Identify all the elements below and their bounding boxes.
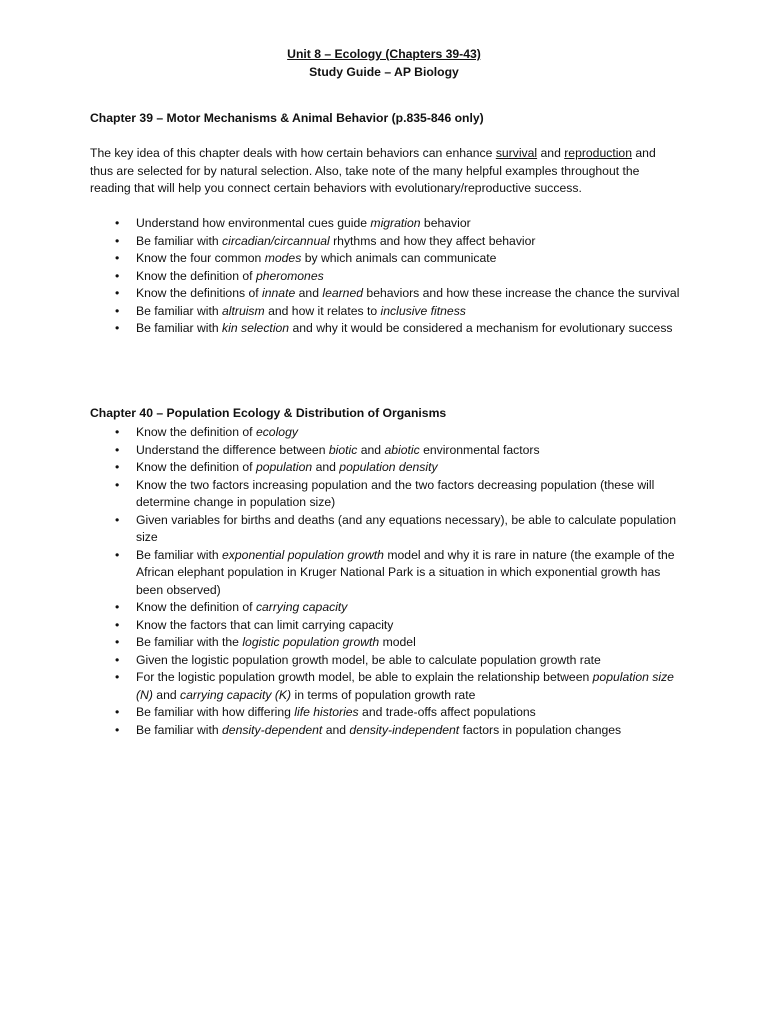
bullet-icon: • (115, 652, 120, 667)
emphasized-term: innate (262, 286, 296, 300)
bullet-icon: • (115, 251, 120, 265)
bullet-icon: • (115, 722, 120, 737)
emphasized-term: population (255, 460, 313, 474)
emphasized-term: ecology (255, 425, 298, 439)
emphasized-term: carrying capacity (255, 600, 348, 614)
emphasized-term: exponential population growth (222, 547, 384, 562)
text-segment: and trade-offs affect populations (358, 705, 536, 719)
list-item (90, 652, 680, 670)
emphasized-term: circadian/circannual (222, 233, 330, 248)
list-item (90, 634, 680, 652)
emphasized-term: learned (322, 286, 364, 300)
bullet-icon: • (115, 460, 120, 474)
list-item (90, 442, 680, 460)
bullet-icon: • (115, 547, 120, 562)
bullet-icon: • (115, 477, 120, 492)
emphasized-term: inclusive fitness (380, 303, 466, 318)
emphasized-term: kin selection (222, 321, 290, 335)
bullet-icon: • (115, 442, 120, 457)
text-segment: environmental factors (419, 442, 540, 457)
text-segment: and (322, 722, 350, 737)
text-segment: factors in population changes (459, 722, 622, 737)
list-item (90, 477, 680, 512)
list-item (90, 320, 680, 338)
text-segment: Be familiar with the (136, 635, 243, 649)
text-segment: Be familiar with (136, 547, 223, 562)
text-segment: and (152, 687, 181, 702)
document-header (0, 46, 768, 81)
list-item (90, 285, 680, 303)
text-segment: Be familiar with (136, 303, 223, 318)
chapter-39-heading: Chapter 39 – Motor Mechanisms & Animal Behavior (p.835-846 only) (90, 111, 484, 125)
bullet-icon: • (115, 268, 120, 283)
text-segment: Know the definition of (136, 425, 256, 439)
emphasized-term: pheromones (255, 268, 324, 283)
bullet-icon: • (115, 216, 120, 230)
bullet-icon: • (115, 286, 120, 300)
text-segment: The key idea of this chapter deals with how certain behaviors can enhance (90, 146, 496, 160)
list-item (90, 617, 680, 635)
text-segment: Given the logistic population growth model, be able to calculate population growth rate (136, 652, 601, 667)
text-segment: Know the definition of (136, 268, 256, 283)
list-item (90, 215, 680, 233)
emphasized-term: abiotic (384, 442, 420, 457)
document-title: Unit 8 – Ecology (Chapters 39-43) (287, 47, 481, 61)
text-segment: and (312, 460, 340, 474)
emphasized-term: biotic (328, 442, 358, 457)
bullet-icon: • (115, 321, 120, 335)
emphasized-term: population size (N) (136, 670, 674, 702)
emphasized-term: density-dependent (222, 722, 323, 737)
bullet-icon: • (115, 600, 120, 614)
bullet-icon: • (115, 705, 120, 719)
text-segment: Know the factors that can limit carrying capacity (136, 617, 394, 632)
list-item (90, 704, 680, 722)
text-segment: and (357, 442, 385, 457)
list-item (90, 268, 680, 286)
text-segment: by which animals can communicate (301, 251, 497, 265)
text-segment: Understand the difference between (136, 442, 329, 457)
emphasized-term: carrying capacity (K) (180, 687, 292, 702)
text-segment: For the logistic population growth model, be able to explain the relationship between (136, 670, 593, 684)
emphasized-term: modes (264, 251, 302, 265)
chapter-40-bullet-list (90, 424, 680, 739)
text-segment: rhythms and how they affect behavior (329, 233, 536, 248)
text-segment: model and why it is rare in nature (the example of the African elephant population in Kruger National Park is a situation in which exponential growth has been observed) (136, 547, 675, 597)
emphasized-term: altruism (222, 303, 265, 318)
bullet-icon: • (115, 233, 120, 248)
text-segment: and thus are selected for by natural selection. Also, take note of the many helpful examples throughout the reading that will help you connect certain behaviors with evolutionary/reproductive success. (90, 146, 656, 195)
list-item (90, 303, 680, 321)
underlined-term: survival (495, 146, 538, 160)
text-segment: Know the definitions of (136, 286, 263, 300)
text-segment: Be familiar with (136, 233, 223, 248)
list-item (90, 599, 680, 617)
list-item (90, 250, 680, 268)
emphasized-term: life histories (294, 705, 359, 719)
emphasized-term: density-independent (349, 722, 460, 737)
text-segment: model (379, 635, 416, 649)
text-segment: behavior (420, 216, 471, 230)
text-segment: and how it relates to (264, 303, 381, 318)
text-segment: and (295, 286, 323, 300)
text-segment: Know the definition of (136, 600, 256, 614)
text-segment: Given variables for births and deaths (and any equations necessary), be able to calculate population size (136, 512, 676, 544)
text-segment: Know the four common (136, 251, 265, 265)
chapter-39-bullet-list (90, 215, 680, 338)
text-segment: Understand how environmental cues guide (136, 216, 371, 230)
emphasized-term: logistic population growth (242, 635, 380, 649)
text-segment: Know the two factors increasing population and the two factors decreasing population (these will determine change in population size) (136, 477, 655, 509)
text-segment: Be familiar with (136, 722, 223, 737)
bullet-icon: • (115, 512, 120, 527)
chapter-39-intro (90, 145, 680, 198)
text-segment: and why it would be considered a mechanism for evolutionary success (289, 321, 673, 335)
document-subtitle: Study Guide – AP Biology (309, 64, 459, 79)
list-item (90, 459, 680, 477)
text-segment: in terms of population growth rate (291, 687, 476, 702)
list-item (90, 233, 680, 251)
text-segment: Know the definition of (136, 460, 256, 474)
text-segment: Be familiar with how differing (136, 705, 295, 719)
emphasized-term: population density (339, 460, 438, 474)
text-segment: and (537, 146, 565, 160)
underlined-term: reproduction (564, 146, 632, 160)
list-item (90, 547, 680, 600)
bullet-icon: • (115, 635, 120, 649)
bullet-icon: • (115, 670, 120, 684)
text-segment: Be familiar with (136, 321, 223, 335)
bullet-icon: • (115, 425, 120, 439)
list-item (90, 722, 680, 740)
list-item (90, 424, 680, 442)
emphasized-term: migration (370, 216, 421, 230)
list-item (90, 669, 680, 704)
text-segment: behaviors and how these increase the chance the survival (363, 286, 680, 300)
list-item (90, 512, 680, 547)
bullet-icon: • (115, 617, 120, 632)
chapter-40-heading: Chapter 40 – Population Ecology & Distribution of Organisms (90, 406, 447, 420)
bullet-icon: • (115, 303, 120, 318)
